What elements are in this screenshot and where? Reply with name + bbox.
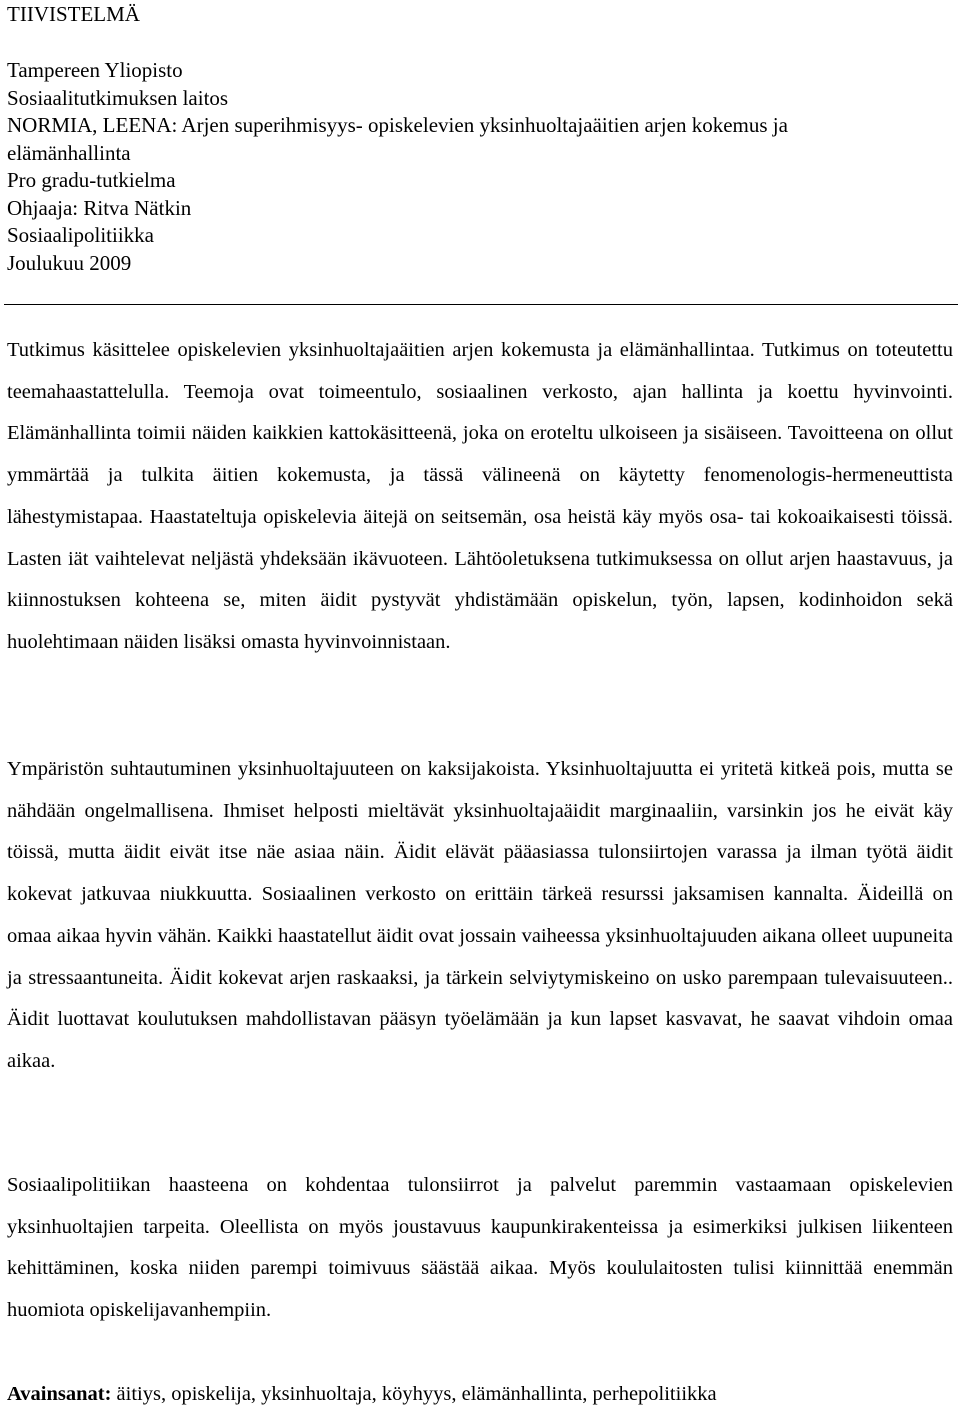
department-name: Sosiaalitutkimuksen laitos <box>7 85 229 110</box>
date: Joulukuu 2009 <box>7 250 132 275</box>
keywords-values: äitiys, opiskelija, yksinhuoltaja, köyhyys, elämänhallinta, perhepolitiikka <box>111 1383 717 1405</box>
thesis-metadata <box>7 57 952 277</box>
abstract-paragraph-3: Sosiaalipolitiikan haasteena on kohdentaa tulonsiirrot ja palvelut paremmin vastaamaan opiskelevien yksinhuoltajien tarpeita. Oleellista on myös joustavuus kaupunkirakenteissa ja esimerkiksi julkisen liikenteen kehittäminen, koska niiden parempi toimivuus säästää aikaa. Myös koululaitosten tulisi kiinnittää enemmän huomiota opiskelijavanhempiin. <box>7 1174 953 1322</box>
keywords <box>7 1381 717 1407</box>
subject: Sosiaalipolitiikka <box>7 223 154 247</box>
abstract-paragraph-1: Tutkimus käsittelee opiskelevien yksinhuoltajaäitien arjen kokemusta ja elämänhallintaa. Tutkimus on toteutettu teemahaastattelulla. Teemoja ovat toimeentulo, sosiaalinen verkosto, ajan hallinta ja koettu hyvinvointi. Elämänhallinta toimii näiden kaikkien kattokäsitteenä, joka on eroteltu ulkoiseen ja sisäiseen. Tavoitteena on ollut ymmärtää ja tulkita äitien kokemusta, ja tässä välineenä on käytetty fenomenologis-hermeneuttista lähestymistapaa. Haastateltuja opiskelevia äitejä on seitsemän, osa heistä käy myös osa- tai kokoaikaisesti töissä. Lasten iät vaihtelevat neljästä yhdeksään ikävuoteen. Lähtöoletuksena tutkimuksessa on ollut arjen haastavuus, ja kiinnostuksen kohteena se, miten äidit pystyvät yhdistämään opiskelun, työn, lapsen, kodinhoidon sekä huolehtimaan näiden lisäksi omasta hyvinvoinnistaan. <box>7 339 953 653</box>
supervisor: Ohjaaja: Ritva Nätkin <box>7 195 192 220</box>
author-title-line-continued: elämänhallinta <box>7 140 131 165</box>
separator-line <box>4 304 958 305</box>
keywords-label: Avainsanat: <box>7 1383 112 1405</box>
thesis-type: Pro gradu-tutkielma <box>7 168 176 192</box>
author-title-line: NORMIA, LEENA: Arjen superihmisyys- opiskelevien yksinhuoltajaäitien arjen kokemus ja <box>7 113 788 137</box>
abstract-paragraph-2: Ympäristön suhtautuminen yksinhuoltajuuteen on kaksijakoista. Yksinhuoltajuutta ei yritetä kitkeä pois, mutta se nähdään ongelmallisena. Ihmiset helposti mieltävät yksinhuoltajaäidit marginaaliin, varsinkin jos he eivät käy töissä, mutta äidit eivät itse näe asiaa näin. Äidit elävät pääasiassa tulonsiirtojen varassa ja ilman työtä äidit kokevat jatkuvaa niukkuutta. Sosiaalinen verkosto on erittäin tärkeä resurssi jaksamisen kannalta. Äideillä on omaa aikaa hyvin vähän. Kaikki haastatellut äidit ovat jossain vaiheessa yksinhuoltajuuden aikana olleet uupuneita ja stressaantuneita. Äidit kokevat arjen raskaaksi, ja tärkein selviytymiskeino on usko parempaan tulevaisuuteen.. Äidit luottavat koulutuksen mahdollistavan pääsyn työelämään ja kun lapset kasvavat, he saavat vihdoin omaa aikaa. <box>7 758 953 1072</box>
page-heading: TIIVISTELMÄ <box>7 2 140 26</box>
university-name: Tampereen Yliopisto <box>7 58 183 82</box>
